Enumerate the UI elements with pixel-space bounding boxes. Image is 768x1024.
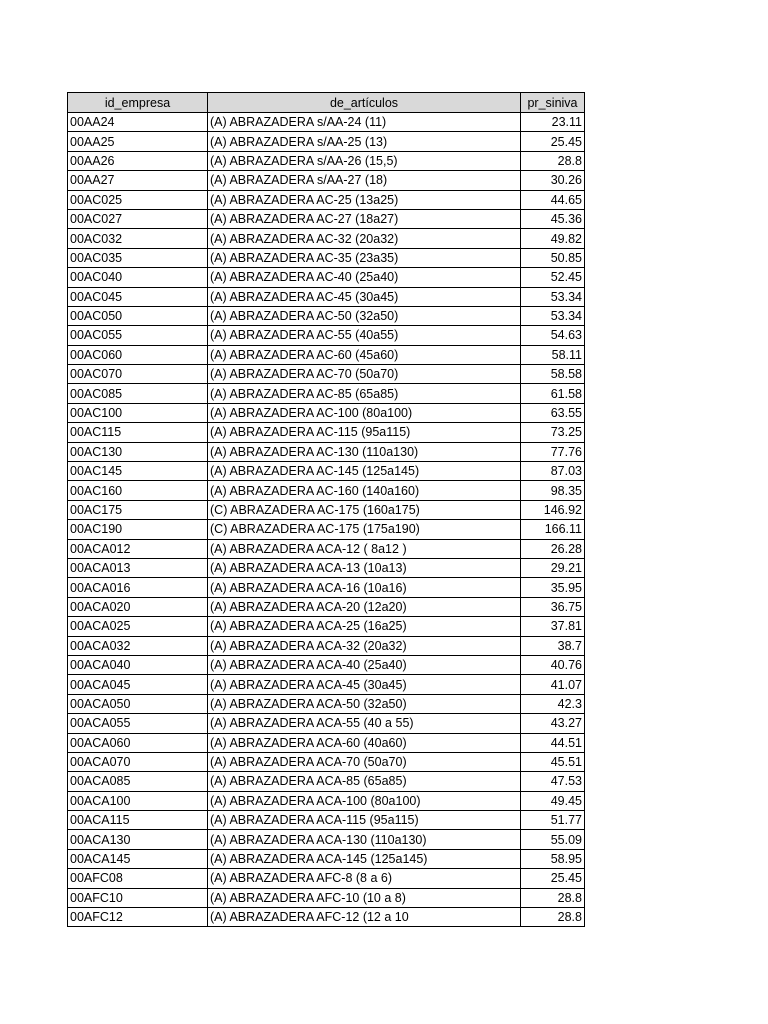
table-row <box>68 248 585 267</box>
table-row <box>68 113 585 132</box>
cell-de-articulos: (A) ABRAZADERA AC-130 (110a130) <box>208 442 521 461</box>
cell-id-empresa: 00AC025 <box>68 190 208 209</box>
cell-id-empresa: 00AC130 <box>68 442 208 461</box>
cell-id-empresa: 00ACA040 <box>68 655 208 674</box>
cell-pr-siniva: 58.11 <box>521 345 585 364</box>
cell-id-empresa: 00AC145 <box>68 462 208 481</box>
table-body <box>68 113 585 927</box>
cell-pr-siniva: 26.28 <box>521 539 585 558</box>
cell-de-articulos: (A) ABRAZADERA AC-55 (40a55) <box>208 326 521 345</box>
cell-de-articulos: (A) ABRAZADERA AC-115 (95a115) <box>208 423 521 442</box>
cell-pr-siniva: 35.95 <box>521 578 585 597</box>
table-row <box>68 500 585 519</box>
cell-id-empresa: 00ACA013 <box>68 558 208 577</box>
table-row <box>68 151 585 170</box>
cell-de-articulos: (A) ABRAZADERA ACA-85 (65a85) <box>208 772 521 791</box>
cell-id-empresa: 00AC027 <box>68 209 208 228</box>
cell-pr-siniva: 28.8 <box>521 888 585 907</box>
cell-pr-siniva: 63.55 <box>521 403 585 422</box>
cell-id-empresa: 00AA26 <box>68 151 208 170</box>
cell-pr-siniva: 23.11 <box>521 113 585 132</box>
table-row <box>68 908 585 927</box>
cell-id-empresa: 00ACA032 <box>68 636 208 655</box>
table-row <box>68 597 585 616</box>
cell-de-articulos: (A) ABRAZADERA ACA-100 (80a100) <box>208 791 521 810</box>
cell-de-articulos: (A) ABRAZADERA ACA-13 (10a13) <box>208 558 521 577</box>
cell-de-articulos: (A) ABRAZADERA AFC-10 (10 a 8) <box>208 888 521 907</box>
table-row <box>68 229 585 248</box>
table-row <box>68 268 585 287</box>
cell-pr-siniva: 61.58 <box>521 384 585 403</box>
cell-id-empresa: 00ACA055 <box>68 714 208 733</box>
cell-de-articulos: (A) ABRAZADERA ACA-40 (25a40) <box>208 655 521 674</box>
table-row <box>68 675 585 694</box>
cell-pr-siniva: 50.85 <box>521 248 585 267</box>
cell-de-articulos: (A) ABRAZADERA AC-160 (140a160) <box>208 481 521 500</box>
cell-id-empresa: 00AC040 <box>68 268 208 287</box>
cell-id-empresa: 00ACA016 <box>68 578 208 597</box>
cell-id-empresa: 00AFC08 <box>68 869 208 888</box>
table-row <box>68 520 585 539</box>
cell-id-empresa: 00ACA045 <box>68 675 208 694</box>
cell-de-articulos: (A) ABRAZADERA AC-85 (65a85) <box>208 384 521 403</box>
cell-pr-siniva: 53.34 <box>521 287 585 306</box>
cell-de-articulos: (C) ABRAZADERA AC-175 (160a175) <box>208 500 521 519</box>
cell-id-empresa: 00ACA050 <box>68 694 208 713</box>
cell-de-articulos: (A) ABRAZADERA ACA-16 (10a16) <box>208 578 521 597</box>
cell-id-empresa: 00AC085 <box>68 384 208 403</box>
cell-de-articulos: (A) ABRAZADERA AC-100 (80a100) <box>208 403 521 422</box>
cell-de-articulos: (A) ABRAZADERA ACA-20 (12a20) <box>208 597 521 616</box>
cell-de-articulos: (A) ABRAZADERA AFC-12 (12 a 10 <box>208 908 521 927</box>
table-row <box>68 365 585 384</box>
cell-de-articulos: (A) ABRAZADERA ACA-12 ( 8a12 ) <box>208 539 521 558</box>
table-row <box>68 714 585 733</box>
cell-pr-siniva: 43.27 <box>521 714 585 733</box>
table-row <box>68 306 585 325</box>
table-row <box>68 578 585 597</box>
cell-pr-siniva: 54.63 <box>521 326 585 345</box>
cell-id-empresa: 00AFC10 <box>68 888 208 907</box>
cell-pr-siniva: 40.76 <box>521 655 585 674</box>
cell-pr-siniva: 28.8 <box>521 908 585 927</box>
cell-pr-siniva: 25.45 <box>521 869 585 888</box>
cell-de-articulos: (A) ABRAZADERA ACA-145 (125a145) <box>208 849 521 868</box>
table-row <box>68 811 585 830</box>
cell-id-empresa: 00AC050 <box>68 306 208 325</box>
table-row <box>68 636 585 655</box>
cell-de-articulos: (C) ABRAZADERA AC-175 (175a190) <box>208 520 521 539</box>
cell-pr-siniva: 37.81 <box>521 617 585 636</box>
cell-de-articulos: (A) ABRAZADERA ACA-115 (95a115) <box>208 811 521 830</box>
table-row <box>68 772 585 791</box>
cell-id-empresa: 00AC115 <box>68 423 208 442</box>
cell-de-articulos: (A) ABRAZADERA AC-45 (30a45) <box>208 287 521 306</box>
table-row <box>68 558 585 577</box>
cell-pr-siniva: 73.25 <box>521 423 585 442</box>
cell-id-empresa: 00AC190 <box>68 520 208 539</box>
cell-de-articulos: (A) ABRAZADERA AC-40 (25a40) <box>208 268 521 287</box>
cell-de-articulos: (A) ABRAZADERA AFC-8 (8 a 6) <box>208 869 521 888</box>
table-row <box>68 481 585 500</box>
cell-id-empresa: 00AC160 <box>68 481 208 500</box>
cell-id-empresa: 00AA24 <box>68 113 208 132</box>
cell-de-articulos: (A) ABRAZADERA s/AA-26 (15,5) <box>208 151 521 170</box>
cell-pr-siniva: 41.07 <box>521 675 585 694</box>
table-row <box>68 539 585 558</box>
header-de-articulos: de_artículos <box>208 93 521 113</box>
header-pr-siniva: pr_siniva <box>521 93 585 113</box>
table-row <box>68 403 585 422</box>
cell-pr-siniva: 52.45 <box>521 268 585 287</box>
cell-de-articulos: (A) ABRAZADERA ACA-50 (32a50) <box>208 694 521 713</box>
cell-pr-siniva: 87.03 <box>521 462 585 481</box>
cell-id-empresa: 00AC070 <box>68 365 208 384</box>
cell-pr-siniva: 49.45 <box>521 791 585 810</box>
cell-de-articulos: (A) ABRAZADERA AC-32 (20a32) <box>208 229 521 248</box>
cell-de-articulos: (A) ABRAZADERA s/AA-27 (18) <box>208 171 521 190</box>
cell-de-articulos: (A) ABRAZADERA AC-70 (50a70) <box>208 365 521 384</box>
cell-pr-siniva: 38.7 <box>521 636 585 655</box>
cell-pr-siniva: 58.58 <box>521 365 585 384</box>
cell-de-articulos: (A) ABRAZADERA AC-35 (23a35) <box>208 248 521 267</box>
cell-id-empresa: 00ACA100 <box>68 791 208 810</box>
table-row <box>68 462 585 481</box>
cell-de-articulos: (A) ABRAZADERA AC-50 (32a50) <box>208 306 521 325</box>
cell-pr-siniva: 53.34 <box>521 306 585 325</box>
table-row <box>68 423 585 442</box>
cell-pr-siniva: 45.36 <box>521 209 585 228</box>
table-row <box>68 442 585 461</box>
cell-pr-siniva: 98.35 <box>521 481 585 500</box>
cell-de-articulos: (A) ABRAZADERA ACA-60 (40a60) <box>208 733 521 752</box>
cell-pr-siniva: 44.51 <box>521 733 585 752</box>
cell-de-articulos: (A) ABRAZADERA ACA-25 (16a25) <box>208 617 521 636</box>
table-row <box>68 694 585 713</box>
cell-id-empresa: 00AC100 <box>68 403 208 422</box>
cell-pr-siniva: 47.53 <box>521 772 585 791</box>
cell-id-empresa: 00ACA012 <box>68 539 208 558</box>
cell-id-empresa: 00AA27 <box>68 171 208 190</box>
cell-id-empresa: 00ACA085 <box>68 772 208 791</box>
cell-id-empresa: 00AFC12 <box>68 908 208 927</box>
table-row <box>68 888 585 907</box>
cell-pr-siniva: 25.45 <box>521 132 585 151</box>
header-id-empresa: id_empresa <box>68 93 208 113</box>
table-row <box>68 752 585 771</box>
table-row <box>68 287 585 306</box>
cell-de-articulos: (A) ABRAZADERA s/AA-25 (13) <box>208 132 521 151</box>
cell-pr-siniva: 44.65 <box>521 190 585 209</box>
cell-id-empresa: 00AC055 <box>68 326 208 345</box>
cell-id-empresa: 00ACA145 <box>68 849 208 868</box>
cell-id-empresa: 00ACA060 <box>68 733 208 752</box>
cell-de-articulos: (A) ABRAZADERA AC-25 (13a25) <box>208 190 521 209</box>
cell-pr-siniva: 45.51 <box>521 752 585 771</box>
cell-id-empresa: 00AC060 <box>68 345 208 364</box>
cell-id-empresa: 00ACA020 <box>68 597 208 616</box>
cell-pr-siniva: 58.95 <box>521 849 585 868</box>
table-row <box>68 830 585 849</box>
cell-id-empresa: 00AC175 <box>68 500 208 519</box>
table-row <box>68 326 585 345</box>
table-row <box>68 384 585 403</box>
cell-pr-siniva: 36.75 <box>521 597 585 616</box>
cell-pr-siniva: 42.3 <box>521 694 585 713</box>
cell-de-articulos: (A) ABRAZADERA ACA-70 (50a70) <box>208 752 521 771</box>
cell-pr-siniva: 77.76 <box>521 442 585 461</box>
table-row <box>68 791 585 810</box>
cell-id-empresa: 00AA25 <box>68 132 208 151</box>
cell-id-empresa: 00AC035 <box>68 248 208 267</box>
table-row <box>68 869 585 888</box>
cell-pr-siniva: 51.77 <box>521 811 585 830</box>
table-row <box>68 190 585 209</box>
cell-id-empresa: 00AC032 <box>68 229 208 248</box>
cell-pr-siniva: 29.21 <box>521 558 585 577</box>
cell-de-articulos: (A) ABRAZADERA AC-60 (45a60) <box>208 345 521 364</box>
table-row <box>68 617 585 636</box>
cell-pr-siniva: 49.82 <box>521 229 585 248</box>
cell-pr-siniva: 166.11 <box>521 520 585 539</box>
cell-de-articulos: (A) ABRAZADERA ACA-130 (110a130) <box>208 830 521 849</box>
cell-id-empresa: 00ACA115 <box>68 811 208 830</box>
cell-de-articulos: (A) ABRAZADERA ACA-55 (40 a 55) <box>208 714 521 733</box>
price-table <box>67 92 585 927</box>
table-row <box>68 849 585 868</box>
cell-de-articulos: (A) ABRAZADERA AC-145 (125a145) <box>208 462 521 481</box>
cell-de-articulos: (A) ABRAZADERA AC-27 (18a27) <box>208 209 521 228</box>
table-row <box>68 209 585 228</box>
cell-id-empresa: 00ACA130 <box>68 830 208 849</box>
cell-id-empresa: 00ACA070 <box>68 752 208 771</box>
cell-pr-siniva: 55.09 <box>521 830 585 849</box>
cell-de-articulos: (A) ABRAZADERA s/AA-24 (11) <box>208 113 521 132</box>
cell-de-articulos: (A) ABRAZADERA ACA-32 (20a32) <box>208 636 521 655</box>
header-row <box>68 93 585 113</box>
cell-pr-siniva: 30.26 <box>521 171 585 190</box>
cell-pr-siniva: 146.92 <box>521 500 585 519</box>
table-row <box>68 733 585 752</box>
cell-de-articulos: (A) ABRAZADERA ACA-45 (30a45) <box>208 675 521 694</box>
table-row <box>68 132 585 151</box>
table-row <box>68 345 585 364</box>
cell-pr-siniva: 28.8 <box>521 151 585 170</box>
cell-id-empresa: 00ACA025 <box>68 617 208 636</box>
table-row <box>68 171 585 190</box>
table-row <box>68 655 585 674</box>
cell-id-empresa: 00AC045 <box>68 287 208 306</box>
